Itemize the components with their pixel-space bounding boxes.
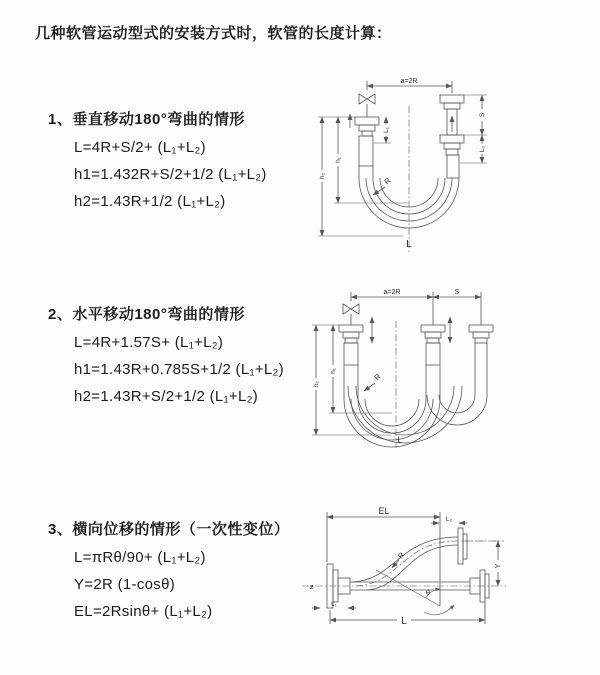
hose-braid-left <box>344 343 358 365</box>
dimension-a2r <box>351 289 481 325</box>
valve-icon <box>359 94 375 117</box>
formula-h1: h1=1.43R+0.785S+1/2 (L₁+L₂) <box>74 361 284 378</box>
formula-h2: h2=1.43R+1/2 (L₁+L₂) <box>74 193 226 210</box>
dim-label-l2: L₂ <box>479 145 486 153</box>
dim-label-length: L <box>397 435 403 445</box>
formula-l: L=4R+S/2+ (L₁+L₂) <box>74 139 206 156</box>
hose-braid-right <box>447 155 459 178</box>
dim-label-s: S <box>479 112 486 118</box>
dim-label-l1: L₁ <box>331 601 337 608</box>
angle-construction <box>376 570 454 615</box>
diagram-horizontal-180-bend <box>303 283 503 453</box>
dim-label-l1: L₁ <box>383 127 390 133</box>
dim-label-r: R <box>395 550 407 561</box>
page-title: 几种软管运动型式的安装方式时，软管的长度计算： <box>35 25 392 42</box>
section-lateral-displacement <box>48 518 289 620</box>
upper-flange-connector <box>458 528 467 564</box>
radius-callout <box>364 372 383 391</box>
dimension-s <box>464 95 487 135</box>
left-flange-connector <box>350 114 379 178</box>
angle-label-theta: θ <box>426 590 430 597</box>
dimension-length <box>330 600 485 627</box>
hose-braid-left <box>359 136 373 166</box>
dimension-s <box>433 289 481 297</box>
valve-icon <box>343 304 359 325</box>
formula-l: L=4R+1.57S+ (L₁+L₂) <box>74 334 224 351</box>
dim-label-l2: L₂ <box>445 516 453 523</box>
u-bend-hose-position2 <box>348 343 487 443</box>
dim-label-s: S <box>454 289 460 296</box>
right-flange-connector <box>440 95 464 178</box>
dimension-a2r <box>367 78 452 93</box>
dim-label-r: R <box>372 371 383 383</box>
dim-label-length: L <box>401 616 407 627</box>
section-vertical-180 <box>48 108 267 210</box>
dim-label-r: R <box>382 175 393 187</box>
dimension-el <box>327 506 440 606</box>
right-flange-connector <box>469 325 493 343</box>
formula-h2: h2=1.43R+S/2+1/2 (L₁+L₂) <box>74 388 259 405</box>
dim-label-y: Y <box>495 563 502 569</box>
formula-el: EL=2Rsinθ+ (L₁+L₂) <box>74 603 213 620</box>
diagram-vertical-180-bend <box>308 70 528 260</box>
section-horizontal-180 <box>48 303 284 405</box>
dimension-y <box>462 541 504 586</box>
formula-l: L=πRθ/90+ (L₁+L₂) <box>74 549 206 566</box>
centerline-hose <box>356 541 504 586</box>
dim-label-el: EL <box>378 506 390 516</box>
dim-label-h1: h₁ <box>335 157 342 163</box>
section-2-heading: 2、水平移动180°弯曲的情形 <box>48 306 245 323</box>
middle-flange-connector <box>421 325 445 365</box>
section-1-heading: 1、垂直移动180°弯曲的情形 <box>48 111 245 128</box>
dimension-h1 <box>329 325 392 413</box>
formula-y: Y=2R (1-cosθ) <box>74 576 176 593</box>
hose-braid-middle <box>426 343 440 365</box>
dim-label-length: L <box>406 239 412 250</box>
dim-label-h2: h₂ <box>313 380 320 388</box>
dim-label-a2r: a=2R <box>383 289 401 296</box>
left-flange-connector <box>339 325 363 365</box>
dimension-h1 <box>334 117 408 203</box>
dim-label-h2: h₂ <box>319 172 326 180</box>
section-3-heading: 3、横向位移的情形（一次性变位） <box>48 521 290 538</box>
dimension-h2 <box>318 117 403 236</box>
dimension-l1 <box>374 117 391 143</box>
diagram-lateral-displacement <box>300 502 510 642</box>
formula-h1: h1=1.432R+S/2+1/2 (L₁+L₂) <box>74 166 267 183</box>
dim-label-h1: h₁ <box>330 368 337 374</box>
axis-mark: ƶ <box>310 584 314 591</box>
dim-label-a2r: a=2R <box>400 78 418 85</box>
dimension-l1 <box>312 601 356 608</box>
